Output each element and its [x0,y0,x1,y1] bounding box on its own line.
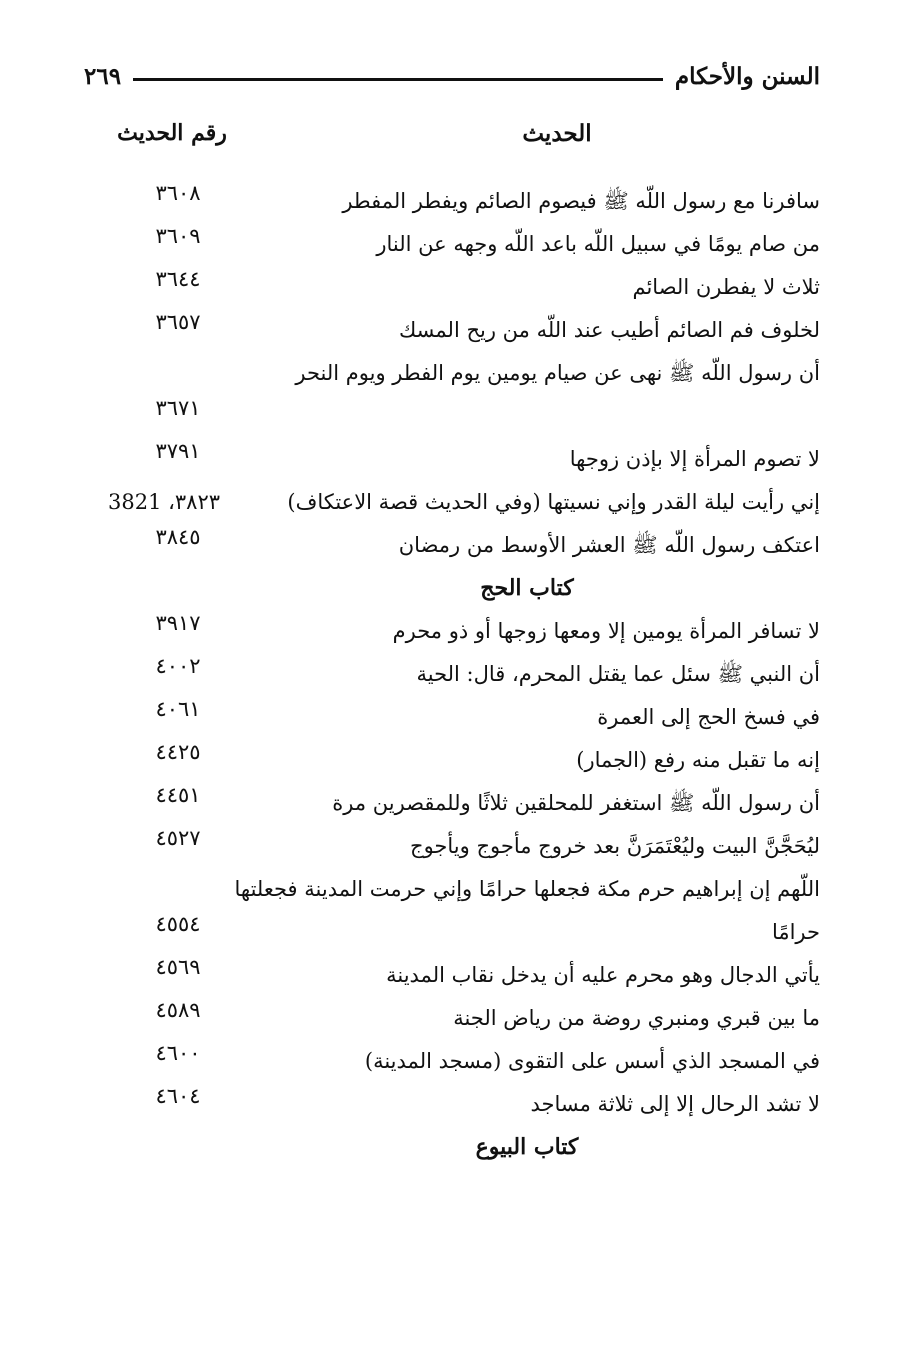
hadith-number: ٣٦٤٤ [155,267,201,291]
hadith-text: لا تصوم المرأة إلا بإذن زوجها [569,447,820,471]
hadith-number: ٤٦٠٠ [155,1041,201,1065]
hadith-number: ٤٤٢٥ [155,740,201,764]
hadith-text: إنه ما تقبل منه رفع (الجمار) [576,748,820,772]
hadith-text: ثلاث لا يفطرن الصائم [632,275,820,299]
book-title: السنن والأحكام [674,62,820,90]
page-number: ٢٦٩ [84,62,122,90]
hadith-number: ٤٦٠٤ [155,1084,201,1108]
hadith-number: ٤٤٥١ [155,783,201,807]
hadith-index [84,178,820,1167]
hadith-column-header: الحديث [522,120,592,147]
hadith-text: سافرنا مع رسول اللّه ﷺ فيصوم الصائم ويفطر المفطر [342,189,820,213]
hadith-number: ٣٧٩١ [155,439,201,463]
hadith-number: ٣٩١٧ [155,611,201,635]
hadith-number: ٣٦٠٨ [155,181,201,205]
index-row [84,823,820,866]
hadith-text: في المسجد الذي أسس على التقوى (مسجد المدينة) [364,1049,820,1073]
hadith-text: لا تسافر المرأة يومين إلا ومعها زوجها أو ذو محرم [392,619,820,643]
hadith-number: ٤٠٦١ [155,697,201,721]
hadith-text: يأتي الدجال وهو محرم عليه أن يدخل نقاب المدينة [386,963,820,987]
section-heading: كتاب الحج [480,575,574,601]
hadith-text: أن النبي ﷺ سئل عما يقتل المحرم، قال: الحية [416,662,820,686]
index-row [84,350,820,436]
index-row [84,866,820,952]
hadith-number: ٣٦٥٧ [155,310,201,334]
hadith-number: ٤٥٥٤ [155,912,201,936]
hadith-text: من صام يومًا في سبيل اللّه باعد اللّه وجهه عن النار [376,232,820,256]
hadith-number: ٣٨٤٥ [155,525,201,549]
index-row [84,436,820,479]
index-row [84,1081,820,1124]
column-headers [84,120,820,160]
index-row [84,522,820,565]
hadith-text: اللّهم إن إبراهيم حرم مكة فجعلها حرامًا وإني حرمت المدينة فجعلتها حرامًا [234,877,820,944]
hadith-number: ٤٥٢٧ [155,826,201,850]
hadith-text: أن رسول اللّه ﷺ نهى عن صيام يومين يوم الفطر ويوم النحر [295,361,820,385]
hadith-text: أن رسول اللّه ﷺ استغفر للمحلقين ثلاثًا وللمقصرين مرة [332,791,820,815]
hadith-number: ٤٥٨٩ [155,998,201,1022]
hadith-number: ٣٦٧١ [155,396,201,420]
section-heading: كتاب البيوع [475,1134,579,1160]
hadith-number: ٤٥٦٩ [155,955,201,979]
hadith-text: ما بين قبري ومنبري روضة من رياض الجنة [453,1006,820,1030]
hadith-text: إني رأيت ليلة القدر وإني نسيتها (وفي الحديث قصة الاعتكاف) [287,490,820,514]
hadith-text: لا تشد الرحال إلا إلى ثلاثة مساجد [530,1092,820,1116]
hadith-text: اعتكف رسول اللّه ﷺ العشر الأوسط من رمضان [398,533,820,557]
header-rule [133,78,663,81]
hadith-text: في فسخ الحج إلى العمرة [597,705,820,729]
hadith-number: ٣٦٠٩ [155,224,201,248]
hadith-text: لخلوف فم الصائم أطيب عند اللّه من ريح المسك [398,318,820,342]
hadith-number: ٤٠٠٢ [155,654,201,678]
hadith-number: ٣٨٢٣، 3821 [107,490,221,514]
running-head [84,54,820,98]
section-heading-row [84,1124,820,1167]
number-column-header: رقم الحديث [117,120,227,146]
hadith-text: ليُحَجَّنَّ البيت وليُعْتَمَرَنَّ بعد خروج مأجوج ويأجوج [410,834,820,858]
index-row [84,307,820,350]
